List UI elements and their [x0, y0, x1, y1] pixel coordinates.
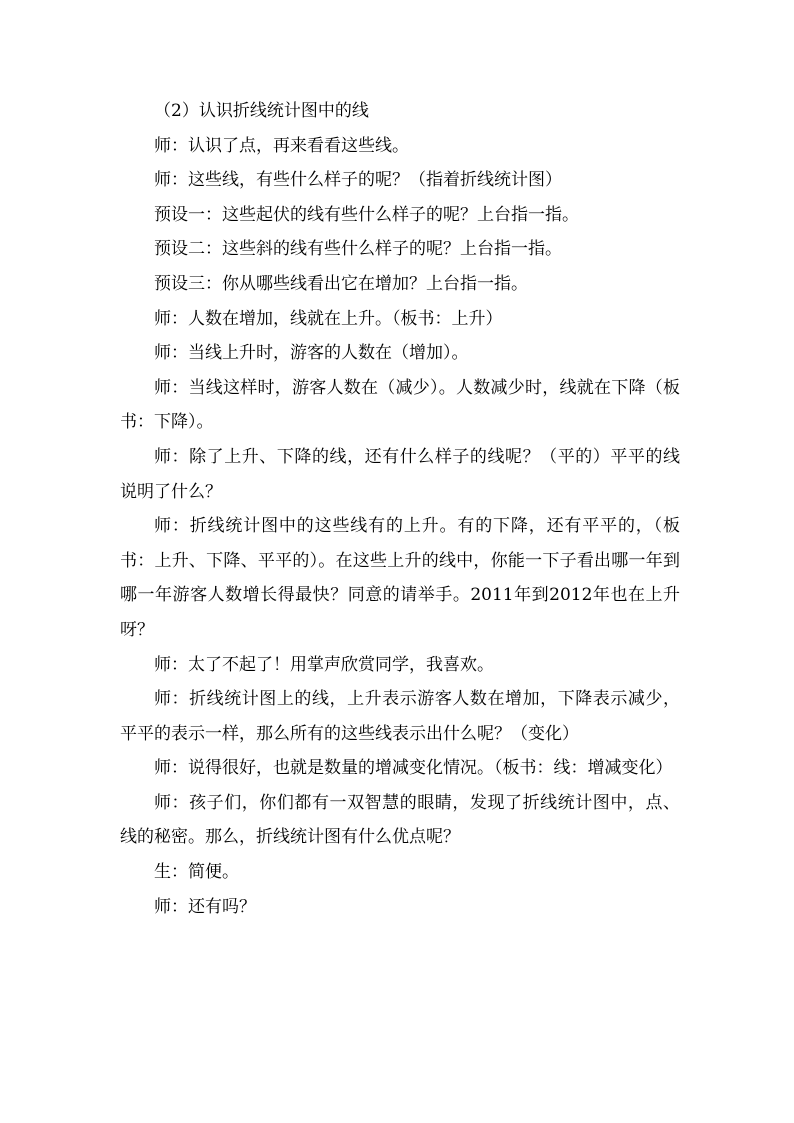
paragraph: 预设二：这些斜的线有些什么样子的呢？上台指一指。	[154, 239, 562, 260]
paragraph: 师：孩子们，你们都有一双智慧的眼睛，发现了折线统计图中，点、线的秘密。那么，折线统计图有什么优点呢？	[120, 792, 680, 848]
paragraph: 师：还有吗？	[154, 896, 256, 917]
paragraph: 预设一：这些起伏的线有些什么样子的呢？上台指一指。	[154, 204, 579, 225]
paragraph: 师：这些线，有些什么样子的呢？（指着折线统计图）	[154, 170, 562, 191]
paragraph: 师：除了上升、下降的线，还有什么样子的线呢？（平的）平平的线说明了什么？	[120, 446, 680, 502]
paragraph: 预设三：你从哪些线看出它在增加？上台指一指。	[154, 273, 528, 294]
paragraph: 师：太了不起了！用掌声欣赏同学，我喜欢。	[154, 654, 494, 675]
paragraph: 师：说得很好，也就是数量的增减变化情况。（板书：线：增减变化）	[154, 758, 673, 779]
paragraph: 生：简便。	[154, 862, 239, 883]
paragraph: 师：折线统计图中的这些线有的上升。有的下降，还有平平的，（板书：上升、下降、平平的）。在这些上升的线中，你能一下子看出哪一年到哪一年游客人数增长得最快？同意的请举手。2011年到2012年也在上升呀？	[120, 516, 680, 640]
section-heading: （2）认识折线统计图中的线	[154, 101, 369, 121]
paragraph: 师：当线这样时，游客人数在（减少）。人数减少时，线就在下降（板书：下降）。	[120, 377, 680, 433]
paragraph: 师：折线统计图上的线，上升表示游客人数在增加，下降表示减少，平平的表示一样，那么所有的这些线表示出什么呢？（变化）	[120, 689, 680, 744]
paragraph: 师：认识了点，再来看看这些线。	[154, 135, 409, 156]
document-body	[120, 94, 680, 924]
paragraph: 师：人数在增加，线就在上升。（板书：上升）	[154, 308, 503, 329]
paragraph: 师：当线上升时，游客的人数在（增加）。	[154, 343, 469, 364]
